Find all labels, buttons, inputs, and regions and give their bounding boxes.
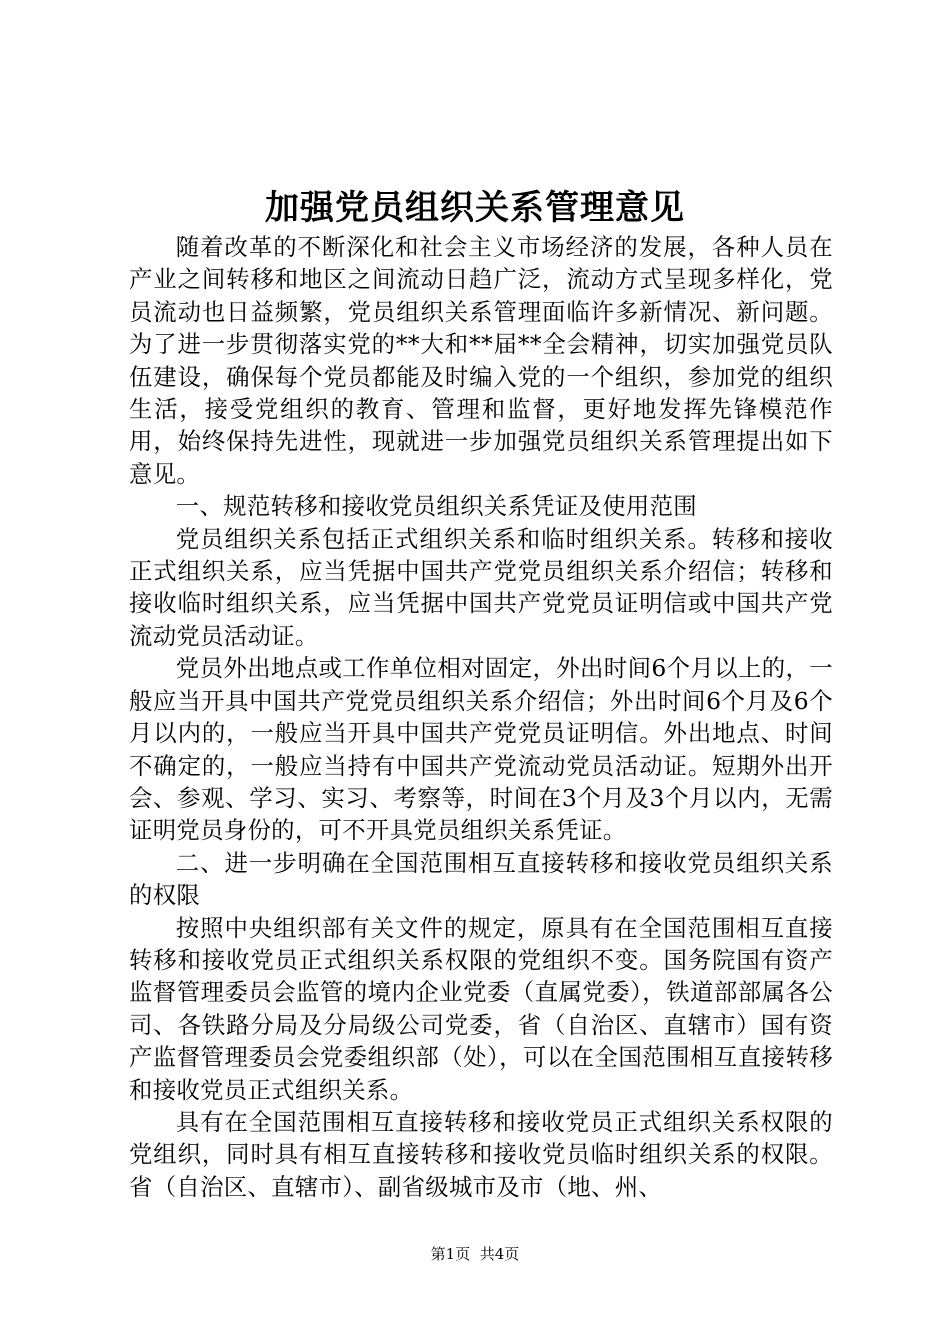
- page-footer: [0, 1244, 950, 1264]
- paragraph-credentials: 党员组织关系包括正式组织关系和临时组织关系。转移和接收正式组织关系，应当凭据中国共产党党员组织关系介绍信；转移和接收临时组织关系，应当凭据中国共产党党员证明信或中国共产党流动党员活动证。: [129, 524, 833, 650]
- paragraph-intro: 随着改革的不断深化和社会主义市场经济的发展，各种人员在产业之间转移和地区之间流动日趋广泛，流动方式呈现多样化，党员流动也日益频繁，党员组织关系管理面临许多新情况、新问题。为了进一步贯彻落实党的**大和**届**全会精神，切实加强党员队伍建设，确保每个党员都能及时编入党的一个组织，参加党的组织生活，接受党组织的教育、管理和监督，更好地发挥先锋模范作用，始终保持先进性，现就进一步加强党员组织关系管理提出如下意见。: [129, 233, 833, 488]
- paragraph-duration-rules: 党员外出地点或工作单位相对固定，外出时间6个月以上的，一般应当开具中国共产党党员组织关系介绍信；外出时间6个月及6个月以内的，一般应当开具中国共产党党员证明信。外出地点、时间不确定的，一般应当持有中国共产党流动党员活动证。短期外出开会、参观、学习、实习、考察等，时间在3个月及3个月以内，无需证明党员身份的，可不开具党员组织关系凭证。: [129, 654, 833, 845]
- document-body: [129, 231, 833, 1203]
- section-heading-1: 一、规范转移和接收党员组织关系凭证及使用范围: [175, 492, 697, 521]
- document-title: 加强党员组织关系管理意见: [265, 188, 685, 228]
- page-number: 第1页: [430, 1245, 471, 1263]
- section-heading-2: 二、进一步明确在全国范围相互直接转移和接收党员组织关系的权限: [129, 848, 833, 910]
- paragraph-temporary-authority: 具有在全国范围相互直接转移和接收党员正式组织关系权限的党组织，同时具有相互直接转移和接收党员临时组织关系的权限。省（自治区、直辖市）、副省级城市及市（地、州、: [129, 1107, 833, 1201]
- paragraph-authority: 按照中央组织部有关文件的规定，原具有在全国范围相互直接转移和接收党员正式组织关系权限的党组织不变。国务院国有资产监督管理委员会监管的境内企业党委（直属党委），铁道部部属各公司、各铁路分局及分局级公司党委，省（自治区、直辖市）国有资产监督管理委员会党委组织部（处），可以在全国范围相互直接转移和接收党员正式组织关系。: [129, 913, 833, 1104]
- page-total: 共4页: [479, 1245, 520, 1263]
- footer-spacer: [470, 1245, 480, 1263]
